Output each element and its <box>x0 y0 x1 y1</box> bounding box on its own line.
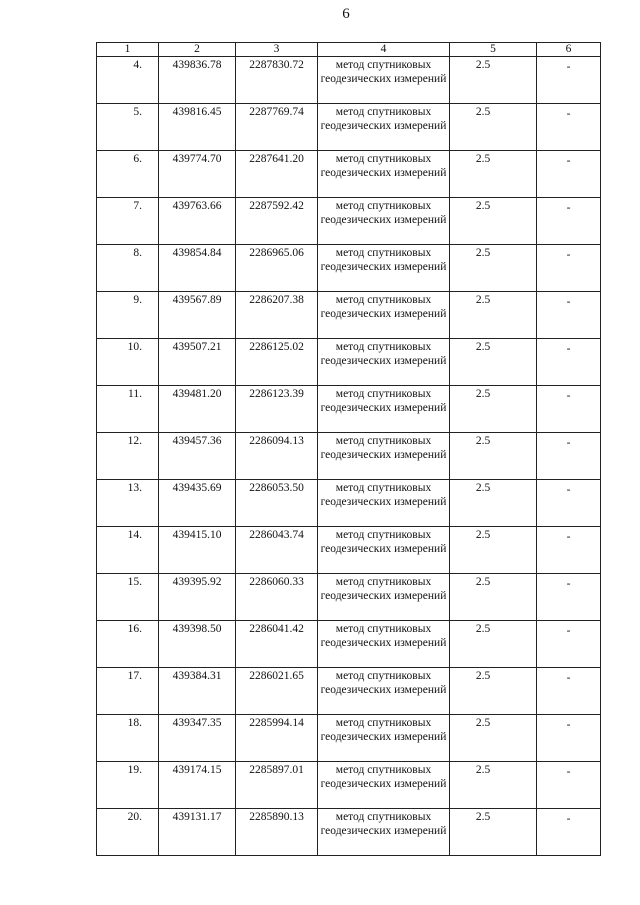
accuracy-cell: 2.5 <box>450 292 537 339</box>
accuracy-cell: 2.5 <box>450 527 537 574</box>
x-coordinate-cell: 439774.70 <box>159 151 236 198</box>
column-header-6: 6 <box>537 43 601 57</box>
table-row <box>97 433 601 480</box>
accuracy-cell: 2.5 <box>450 245 537 292</box>
note-cell: - <box>537 480 601 527</box>
note-cell: - <box>537 715 601 762</box>
x-coordinate-cell: 439131.17 <box>159 809 236 856</box>
method-cell: метод спутниковых геодезических измерений <box>318 245 450 292</box>
method-cell: метод спутниковых геодезических измерений <box>318 57 450 104</box>
column-header-5: 5 <box>450 43 537 57</box>
column-header-2: 2 <box>159 43 236 57</box>
accuracy-cell: 2.5 <box>450 480 537 527</box>
note-cell: - <box>537 433 601 480</box>
table-row <box>97 245 601 292</box>
x-coordinate-cell: 439507.21 <box>159 339 236 386</box>
x-coordinate-cell: 439435.69 <box>159 480 236 527</box>
note-cell: - <box>537 574 601 621</box>
column-header-1: 1 <box>97 43 159 57</box>
table-row <box>97 621 601 668</box>
point-number-cell: 4. <box>97 57 159 104</box>
point-number-cell: 10. <box>97 339 159 386</box>
accuracy-cell: 2.5 <box>450 57 537 104</box>
y-coordinate-cell: 2286060.33 <box>236 574 318 621</box>
table-row <box>97 574 601 621</box>
note-cell: - <box>537 104 601 151</box>
accuracy-cell: 2.5 <box>450 104 537 151</box>
y-coordinate-cell: 2286125.02 <box>236 339 318 386</box>
x-coordinate-cell: 439347.35 <box>159 715 236 762</box>
point-number-cell: 13. <box>97 480 159 527</box>
point-number-cell: 17. <box>97 668 159 715</box>
note-cell: - <box>537 198 601 245</box>
accuracy-cell: 2.5 <box>450 762 537 809</box>
point-number-cell: 11. <box>97 386 159 433</box>
accuracy-cell: 2.5 <box>450 715 537 762</box>
table-row <box>97 668 601 715</box>
note-cell: - <box>537 339 601 386</box>
y-coordinate-cell: 2287592.42 <box>236 198 318 245</box>
y-coordinate-cell: 2285890.13 <box>236 809 318 856</box>
note-cell: - <box>537 762 601 809</box>
x-coordinate-cell: 439816.45 <box>159 104 236 151</box>
note-cell: - <box>537 621 601 668</box>
note-cell: - <box>537 668 601 715</box>
method-cell: метод спутниковых геодезических измерений <box>318 433 450 480</box>
method-cell: метод спутниковых геодезических измерений <box>318 386 450 433</box>
table-header-row <box>97 43 601 57</box>
method-cell: метод спутниковых геодезических измерений <box>318 715 450 762</box>
accuracy-cell: 2.5 <box>450 198 537 245</box>
table-row <box>97 151 601 198</box>
table-row <box>97 762 601 809</box>
note-cell: - <box>537 292 601 339</box>
point-number-cell: 16. <box>97 621 159 668</box>
method-cell: метод спутниковых геодезических измерений <box>318 809 450 856</box>
method-cell: метод спутниковых геодезических измерений <box>318 527 450 574</box>
point-number-cell: 20. <box>97 809 159 856</box>
accuracy-cell: 2.5 <box>450 386 537 433</box>
table-row <box>97 715 601 762</box>
accuracy-cell: 2.5 <box>450 668 537 715</box>
x-coordinate-cell: 439395.92 <box>159 574 236 621</box>
point-number-cell: 7. <box>97 198 159 245</box>
note-cell: - <box>537 57 601 104</box>
point-number-cell: 8. <box>97 245 159 292</box>
column-header-3: 3 <box>236 43 318 57</box>
accuracy-cell: 2.5 <box>450 574 537 621</box>
y-coordinate-cell: 2286094.13 <box>236 433 318 480</box>
accuracy-cell: 2.5 <box>450 433 537 480</box>
point-number-cell: 6. <box>97 151 159 198</box>
x-coordinate-cell: 439854.84 <box>159 245 236 292</box>
method-cell: метод спутниковых геодезических измерений <box>318 198 450 245</box>
point-number-cell: 12. <box>97 433 159 480</box>
method-cell: метод спутниковых геодезических измерений <box>318 621 450 668</box>
accuracy-cell: 2.5 <box>450 151 537 198</box>
table-row <box>97 386 601 433</box>
method-cell: метод спутниковых геодезических измерений <box>318 339 450 386</box>
y-coordinate-cell: 2286041.42 <box>236 621 318 668</box>
table-row <box>97 104 601 151</box>
x-coordinate-cell: 439457.36 <box>159 433 236 480</box>
table-row <box>97 57 601 104</box>
x-coordinate-cell: 439836.78 <box>159 57 236 104</box>
note-cell: - <box>537 809 601 856</box>
y-coordinate-cell: 2287830.72 <box>236 57 318 104</box>
y-coordinate-cell: 2285897.01 <box>236 762 318 809</box>
table-row <box>97 527 601 574</box>
note-cell: - <box>537 245 601 292</box>
y-coordinate-cell: 2286053.50 <box>236 480 318 527</box>
table-row <box>97 339 601 386</box>
y-coordinate-cell: 2287641.20 <box>236 151 318 198</box>
point-number-cell: 9. <box>97 292 159 339</box>
note-cell: - <box>537 386 601 433</box>
y-coordinate-cell: 2286965.06 <box>236 245 318 292</box>
y-coordinate-cell: 2286021.65 <box>236 668 318 715</box>
table-row <box>97 809 601 856</box>
y-coordinate-cell: 2286207.38 <box>236 292 318 339</box>
x-coordinate-cell: 439763.66 <box>159 198 236 245</box>
y-coordinate-cell: 2286123.39 <box>236 386 318 433</box>
y-coordinate-cell: 2285994.14 <box>236 715 318 762</box>
table-row <box>97 292 601 339</box>
x-coordinate-cell: 439174.15 <box>159 762 236 809</box>
point-number-cell: 15. <box>97 574 159 621</box>
x-coordinate-cell: 439398.50 <box>159 621 236 668</box>
x-coordinate-cell: 439415.10 <box>159 527 236 574</box>
y-coordinate-cell: 2286043.74 <box>236 527 318 574</box>
note-cell: - <box>537 151 601 198</box>
method-cell: метод спутниковых геодезических измерений <box>318 292 450 339</box>
y-coordinate-cell: 2287769.74 <box>236 104 318 151</box>
x-coordinate-cell: 439567.89 <box>159 292 236 339</box>
page-number: 6 <box>342 6 350 22</box>
accuracy-cell: 2.5 <box>450 621 537 668</box>
method-cell: метод спутниковых геодезических измерений <box>318 668 450 715</box>
accuracy-cell: 2.5 <box>450 809 537 856</box>
method-cell: метод спутниковых геодезических измерений <box>318 480 450 527</box>
method-cell: метод спутниковых геодезических измерений <box>318 104 450 151</box>
point-number-cell: 18. <box>97 715 159 762</box>
point-number-cell: 14. <box>97 527 159 574</box>
column-header-4: 4 <box>318 43 450 57</box>
method-cell: метод спутниковых геодезических измерений <box>318 762 450 809</box>
method-cell: метод спутниковых геодезических измерений <box>318 574 450 621</box>
point-number-cell: 5. <box>97 104 159 151</box>
table-body <box>97 57 601 856</box>
table-row <box>97 198 601 245</box>
point-number-cell: 19. <box>97 762 159 809</box>
x-coordinate-cell: 439384.31 <box>159 668 236 715</box>
table-row <box>97 480 601 527</box>
coordinates-table <box>96 42 601 856</box>
note-cell: - <box>537 527 601 574</box>
x-coordinate-cell: 439481.20 <box>159 386 236 433</box>
accuracy-cell: 2.5 <box>450 339 537 386</box>
method-cell: метод спутниковых геодезических измерений <box>318 151 450 198</box>
